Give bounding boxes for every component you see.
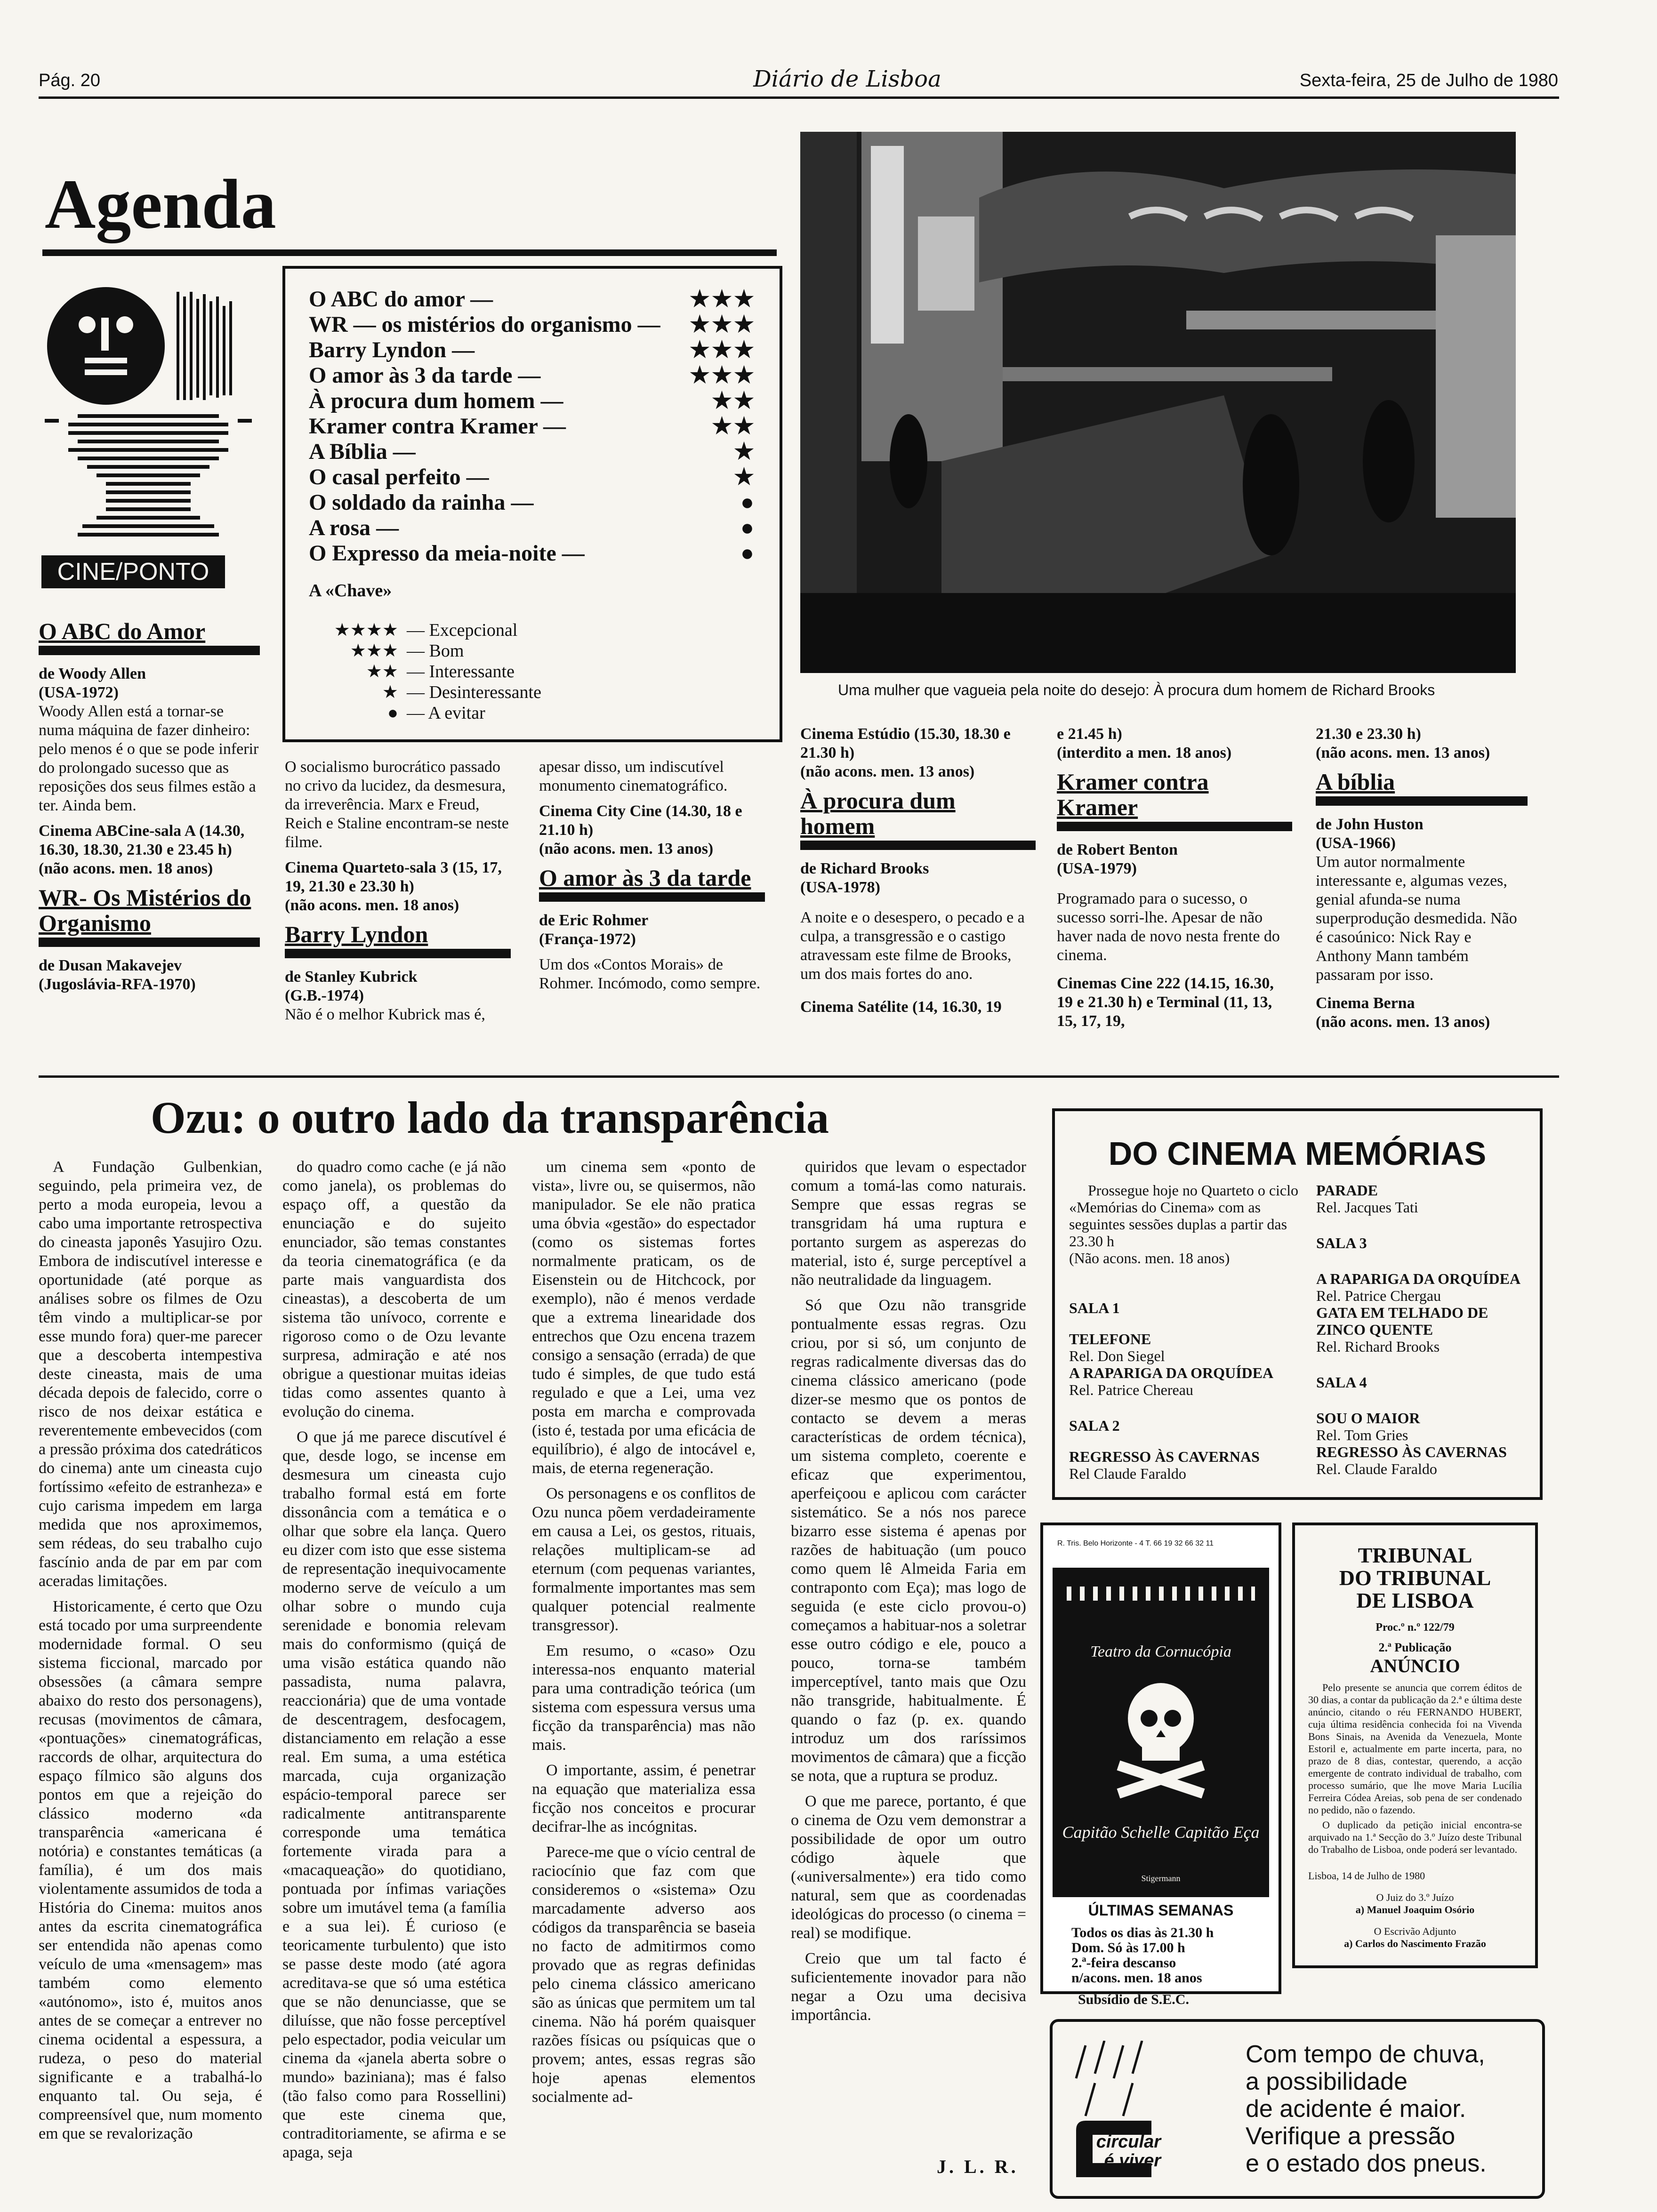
review-col-4 [800,725,1036,1017]
skull-icon [1104,1676,1217,1798]
review-director: de Eric Rohmer [539,912,649,929]
key-label: — Desinteressante [407,682,541,702]
article-paragraph: Em resumo, o «caso» Ozu interessa-nos enquanto material para uma contradição teórica (um sistema com espessura versus uma ficção da transparência) mas não mais. [532,1642,756,1754]
review-title: Kramer contra Kramer [1057,769,1209,820]
article-paragraph: do quadro como cache (e já não como janela), os problemas do espaço off, a questão da enunciação e do sujeito enunciador, são temas constantes da teoria cinematográfica (e da parte mais vanguardista dos cineastas), a descoberta de um sistema tão unívoco, corrente e rigoroso como o de Ozu levante surpresa, admiração e até nos obrigue a questionar muitas ideias tidas como assentes quanto à evolução do cinema. [282,1158,506,1420]
rating-stars: ★★★ [689,337,756,362]
rating-stars: ● [740,490,756,515]
circular-slogan-line: de acidente é maior. [1246,2095,1466,2123]
review-title: À procura dum homem [800,787,956,839]
film-director: Rel. Patrice Chereau [1069,1381,1193,1398]
review-year: (USA-1966) [1316,834,1396,852]
memorias-intro: Prossegue hoje no Quarteto o ciclo «Memórias do Cinema» com as seguintes sessões duplas a partir das 23.30 h [1069,1182,1298,1250]
review-showtimes: e 21.45 h) [1057,725,1122,743]
agenda-title: Agenda [45,165,276,243]
circular-logo-text: é viver [1104,2151,1161,2171]
rating-row [309,287,756,312]
circular-slogan [1246,2041,1487,2177]
rating-stars: ★★ [711,414,756,439]
sala-heading: SALA 1 [1069,1299,1120,1316]
article-col-3 [532,1158,756,2113]
film-still-photo [800,132,1516,673]
review-director: de John Huston [1316,816,1424,833]
cine-ponto-logo-icon [40,278,261,551]
tribunal-pub: 2.ª Publicação [1378,1641,1452,1654]
tribunal-judge-title: O Juiz do 3.º Juízo [1376,1891,1454,1903]
review-director: de Woody Allen [39,665,146,682]
sala-heading: SALA 2 [1069,1417,1120,1434]
review-director: de Robert Benton [1057,841,1178,858]
rating-stars: ★ [733,439,756,464]
masthead: Diário de Lisboa [753,66,941,92]
review-text: Woody Allen está a tornar-se numa máquina de fazer dinheiro: pelo menos é o que se pode inferir do prolongado sucesso que as reposições dos seus filmes estão a ter. Ainda bem. [39,703,259,814]
film-title: A RAPARIGA DA ORQUÍDEA [1069,1364,1274,1381]
review-text: Um autor normalmente interessante e, algumas vezes, genial afunda-se numa superprodução desmedida. Não é casoúnico: Nick Ray e Anthony Mann também passaram por isso. [1316,853,1517,984]
film-director: Rel Claude Faraldo [1069,1465,1186,1482]
film-title: REGRESSO ÀS CAVERNAS [1316,1443,1507,1460]
theatre-subsidy: Subsídio de S.E.C. [1078,1992,1189,2007]
key-symbol: ★★★ [350,641,398,661]
review-showtimes: Cinemas Cine 222 (14.15, 16.30, 19 e 21.30 h) e Terminal (11, 13, 15, 17, 19, [1057,975,1274,1030]
rating-row [309,363,756,388]
review-director: de Stanley Kubrick [285,968,418,986]
key-label: — Interessante [407,662,515,681]
theatre-subtitle: Stigermann [1141,1874,1181,1883]
review-year: (USA-1979) [1057,860,1137,877]
review-col-5 [1057,725,1292,1031]
film-title: PARADE [1316,1182,1378,1199]
review-age: (interdito a men. 18 anos) [1057,744,1232,761]
review-showtimes: Cinema Quarteto-sala 3 (15, 17, 19, 21.30 e 23.30 h) [285,859,502,895]
film-title: GATA EM TELHADO DE ZINCO QUENTE [1316,1304,1488,1338]
theatre-address: R. Tris. Belo Horizonte - 4 T. 66 19 32 66 32 11 [1057,1539,1214,1547]
article-paragraph: O que me parece, portanto, é que o cinema de Ozu vem demonstrar a possibilidade de opor um outro código àquele que («universalmente») era tido como natural, sem que as coordenadas ideológicas do processo (o cinema = real) se modifique. [791,1793,1026,1942]
ratings-key-title: A «Chave» [309,581,392,601]
theatre-name: Teatro da Cornucópia [1090,1643,1231,1660]
key-symbol: ● [387,703,398,723]
circular-slogan-line: Com tempo de chuva, [1246,2041,1485,2068]
film-director: Rel. Jacques Tati [1316,1199,1418,1216]
review-title: O amor às 3 da tarde [539,865,751,891]
review-showtimes: Cinema Berna [1316,994,1415,1012]
film-title: SOU O MAIOR [1316,1410,1420,1427]
key-symbol: ★ [382,682,398,702]
film-director: Rel. Claude Faraldo [1316,1460,1437,1477]
film-director: Rel. Richard Brooks [1316,1338,1440,1355]
key-symbol: ★★ [366,662,398,681]
rating-stars: ● [740,541,756,566]
tribunal-title-line: TRIBUNAL [1358,1543,1472,1567]
article-paragraph: A Fundação Gulbenkian, seguindo, pela primeira vez, de perto a moda europeia, levou a cabo uma importante retrospectiva do cineasta japonês Yasujiro Ozu. Embora de indiscutível interesse e oportunidade (até porque as análises sobre os filmes de Ozu têm vindo a multiplicar-se por esse mundo fora) quer-me parecer que a descoberta intempestiva deste cineasta, mais de uma década depois de falecido, corre o risco de nos deixar estática e reverentemente embevecidos (com a pressão próxima dos catedráticos do cinema) ante um cineasta cujo fortíssimo «efeito de estranheza» e cujo carisma impedem em larga medida que nos aproximemos, sem rédeas, do seu trabalho cujo fascínio anda de par em par com aceradas limitações. [39,1158,262,1590]
review-title: O ABC do Amor [39,618,206,644]
review-text: O socialismo burocrático passado no crivo da lucidez, da desmesura, da irreverência. Marx e Freud, Reich e Staline encontram-se neste filme. [285,758,509,851]
review-text: apesar disso, um indiscutível monumento cinematográfico. [539,758,728,794]
rating-row [309,439,756,465]
rating-title: Barry Lyndon — [309,337,475,362]
rating-stars: ★ [733,465,756,489]
article-paragraph: Os personagens e os conflitos de Ozu nunca põem verdadeiramente em causa a Lei, os gestos, rituais, relações multiplicam-se ad eternum (com pequenas variantes, formalmente importantes mas sem qualquer potencial realmente transgressor). [532,1485,756,1634]
rating-title: A rosa — [309,515,399,540]
rating-row [309,490,756,515]
rating-row [309,414,756,439]
cine-ponto-label: CINE/PONTO [41,555,225,588]
tribunal-notice [1292,1523,1538,1968]
review-text: Não é o melhor Kubrick mas é, [285,1006,485,1023]
circular-slogan-line: a possibilidade [1246,2068,1408,2095]
review-text: Um dos «Contos Morais» de Rohmer. Incómodo, como sempre. [539,956,761,992]
review-year: (G.B.-1974) [285,987,364,1004]
theatre-ad [1040,1523,1281,1994]
rating-row [309,312,756,337]
tribunal-judge: a) Manuel Joaquim Osório [1355,1904,1475,1915]
rating-title: O amor às 3 da tarde — [309,363,541,388]
tribunal-title [1295,1525,1535,1612]
tribunal-title-line: DE LISBOA [1356,1588,1474,1612]
photo-caption: Uma mulher que vagueia pela noite do desejo: À procura dum homem de Richard Brooks [838,681,1435,698]
memorias-age: (Não acons. men. 18 anos) [1069,1250,1230,1266]
review-year: (USA-1978) [800,879,880,896]
theatre-play: Capitão Schelle Capitão Eça [1062,1823,1260,1842]
article-paragraph: Só que Ozu não transgride pontualmente essas regras. Ozu criou, por si só, um conjunto de regras radicalmente diversas das do cinema clássico americano (pode dizer-se mesmo que os pontos de contacto se devem a meras características de ordem técnica), um sistema completo, coerente e eficaz que experimentou, aperfeiçoou e aplicou com carácter sistemático. Se a nós nos parece bizarro esse sistema é apenas por razões de habituação (um pouco como quem lê Almeida Faria em contraponto com Eça); mas logo de seguida (e este ciclo provou-o) começamos a habituar-nos a soletrar esse outro código e ele, pouco a pouco, torna-se também imperceptível, tanto mais que Ozu não transgride, habitualmente. É quando o faz (p. ex. quando introduz um dos raríssimos movimentos de câmara) que a ficção se nota, que a ruptura se produz. [791,1297,1026,1785]
page-number: Pág. 20 [39,71,100,90]
theatre-info-line: Dom. Só às 17.00 h [1071,1940,1185,1956]
memorias-left [1069,1182,1309,1482]
rating-title: A Bíblia — [309,439,416,464]
tribunal-body2: O duplicado da petição inicial encontra-se arquivado na 1.ª Secção do 3.º Juízo deste Tribunal do Trabalho de Lisboa, onde poderá ser levantado. [1308,1819,1522,1855]
circular-slogan-line: Verifique a pressão [1246,2123,1456,2150]
key-row [314,641,780,661]
issue-date: Sexta-feira, 25 de Julho de 1980 [1299,71,1558,90]
memorias-title: DO CINEMA MEMÓRIAS [1108,1135,1487,1172]
article-paragraph: O que já me parece discutível é que, desde logo, se incense em desmesura um cineasta cujo trabalho formal está em forte dissonância com a temática e o olhar que sobre ela lança. Quero eu dizer com isto que esse sistema de representação inequivocamente moderno serve de veículo a um olhar sobre o mundo cuja serenidade e bonomia relevam mais do conformismo (quiçá de uma visão estática quando não passadista, numa palavra, reaccionária) que de uma vontade de descentragem, desfocagem, distanciamento em relação a esse real. Em suma, a uma estética marcada, cuja organização espácio-temporal parece ser radicalmente antitransparente corresponde uma temática fortemente virada para a «macaqueação» do quotidiano, pontuada por ínfimas variações sobre um imutável tema (a família e a sua lei). É curioso (e teoricamente turbulento) que isto se passe deste modo (até agora acreditava-se que só uma estética que se não denunciasse, que se diluísse, que não fosse perceptível pelo espectador, podia veicular um cinema da «janela aberta sobre o mundo» baziniana); mas é falso (tão falso como para Rossellini) que este cinema que, contraditoriamente, se afirma e se apaga, seja [282,1428,506,2161]
review-age: (não acons. men. 13 anos) [800,763,975,780]
film-director: Rel. Patrice Chergau [1316,1287,1441,1304]
review-age: (não acons. men. 13 anos) [1316,744,1490,761]
rating-title: WR — os mistérios do organismo — [309,312,660,337]
review-text: A noite e o desespero, o pecado e a culpa, a transgressão e o castigo atravessam este filme de Brooks, um dos mais fortes do ano. [800,909,1025,983]
key-row [314,661,780,682]
review-age: (não acons. men. 18 anos) [285,897,459,914]
review-showtimes: Cinema ABCine-sala A (14.30, 16.30, 18.30, 21.30 e 23.45 h) [39,822,245,858]
review-col-2 [285,758,511,1024]
sala-heading: SALA 3 [1316,1234,1367,1251]
review-year: (Jugoslávia-RFA-1970) [39,976,196,993]
rating-stars: ★★★ [689,312,756,337]
review-title: A bíblia [1316,769,1395,795]
rating-stars: ★★★ [689,287,756,312]
review-year: (França-1972) [539,930,636,948]
review-showtimes: 21.30 e 23.30 h) [1316,725,1421,743]
rating-title: Kramer contra Kramer — [309,414,566,439]
theatre-info [1071,1925,1214,1986]
review-title: WR- Os Mistérios do Organismo [39,884,251,936]
key-label: — Excepcional [407,620,518,640]
rating-row [309,465,756,490]
article-paragraph: um cinema sem «ponto de vista», livre ou, se quisermos, não manipulador. Se ele não pratica uma óbvia «gestão» do espectador (como os sistemas fortes normalmente praticam, os de Eisenstein ou de Hitchcock, por exemplo), não é menos verdade que a extrema linearidade dos entrechos que Ozu encena trazem consigo a sensação (errada) de que tudo é simples, de que tudo está regulado e que a Lei, uma vez posta em marcha e comprovada (isto é, testada por uma eficácia de equilíbrio), é algo de intocável e, mais, de eterna regeneração. [532,1158,756,1477]
review-showtimes: Cinema Satélite (14, 16.30, 19 [800,998,1002,1016]
rating-row [309,337,756,363]
rating-row [309,515,756,541]
rating-stars: ● [740,515,756,540]
review-col-6 [1316,725,1528,1032]
review-showtimes: Cinema Estúdio (15.30, 18.30 e 21.30 h) [800,725,1011,761]
film-title: TELEFONE [1069,1330,1151,1347]
circular-logo-text: circular [1096,2132,1161,2152]
rating-title: O ABC do amor — [309,287,493,312]
ratings-list [285,269,780,566]
theatre-last-weeks: ÚLTIMAS SEMANAS [1088,1902,1234,1919]
memorias-box [1052,1108,1543,1500]
theatre-info-line: Todos os dias às 21.30 h [1071,1925,1214,1940]
review-showtimes: Cinema City Cine (14.30, 18 e 21.10 h) [539,802,742,839]
tribunal-body: Pelo presente se anuncia que correm éditos de 30 dias, a contar da publicação da 2.ª e última deste anúncio, citando o réu FERNANDO HUBERT, cuja última residência conhecida foi na Vivenda Bons Sinais, na Avenida da Venezuela, Monte Estoril e, actualmente em parte incerta, para, no prazo de 8 dias, contestar, querendo, a acção emergente de contrato individual de trabalho, com processo sumário, que lhe move Maria Lucília Ferreira Códea Areias, sob pena de ser condenado no pedido, não o fazendo. [1308,1682,1522,1816]
rating-stars: ★★ [711,388,756,413]
memorias-right [1316,1182,1533,1477]
rating-title: O soldado da rainha — [309,490,534,515]
article-paragraph: quiridos que levam o espectador comum a tomá-las como naturais. Sempre que essas regras se transgridam há uma ruptura e portanto surgem as asperezas do material, isto é, surge perceptível a não neutralidade da linguagem. [791,1158,1026,1289]
rating-title: O casal perfeito — [309,465,489,489]
rating-row [309,541,756,566]
article-paragraph: O importante, assim, é penetrar na equação que materializa essa ficção nos conceitos e procurar decifrar-lhe as incógnitas. [532,1762,756,1835]
article-signature: J. L. R. [937,2156,1019,2177]
rating-stars: ★★★ [689,363,756,388]
key-label: — Bom [407,641,464,661]
film-director: Rel. Don Siegel [1069,1347,1165,1364]
review-year: (USA-1972) [39,684,119,701]
film-director: Rel. Tom Gries [1316,1427,1408,1443]
review-age: (não acons. men. 13 anos) [539,840,714,858]
tribunal-clerk: a) Carlos do Nascimento Frazão [1344,1938,1486,1949]
article-headline: Ozu: o outro lado da transparência [151,1092,829,1143]
review-col-3 [539,758,765,993]
sala-heading: SALA 4 [1316,1374,1367,1391]
tribunal-clerk-title: O Escrivão Adjunto [1374,1925,1456,1937]
review-director: de Richard Brooks [800,860,929,877]
tribunal-proc: Proc.º n.º 122/79 [1375,1621,1455,1634]
review-title: Barry Lyndon [285,921,428,947]
tribunal-anuncio: ANÚNCIO [1370,1655,1460,1676]
key-symbol: ★★★★ [334,620,398,640]
ratings-key [285,601,780,723]
review-col-1 [39,612,260,994]
rating-row [309,388,756,414]
article-paragraph: Historicamente, é certo que Ozu está tocado por uma surpreendente modernidade formal. O seu sistema ficcional, marcado por obsessões (a câmara sempre abaixo do resto dos personagens), recusas (movimentos de câmara, «pontuações» cinematográficas, raccords de olhar, arquitectura do espaço fílmico são alguns dos pontos em que a rejeição do clássico moderno «da transparência «americana é notória) e constantes temáticas (a família), é um dos mais violentamente assumidos de toda a História do Cinema: muitos anos antes da escrita cinematográfica ser entendida não apenas como veículo de uma «mensagem» mas também como elemento «autónomo», isto é, muitos anos antes de se começar a entrever no cinema ocidental a espessura, a rudeza, o peso do material significante e a trabalhá-lo enquanto tal. Ou seja, é compreensível que, num momento em que se revalorização [39,1598,262,2142]
review-age: (não acons. men. 18 anos) [39,860,213,877]
ratings-box [282,266,782,742]
review-age: (não acons. men. 13 anos) [1316,1013,1490,1031]
key-row [314,703,780,723]
tribunal-title-line: DO TRIBUNAL [1339,1566,1491,1590]
article-col-4 [791,1158,1026,2031]
theatre-info-line: 2.ª-feira descanso [1071,1955,1176,1971]
tribunal-date: Lisboa, 14 de Julho de 1980 [1308,1870,1425,1882]
theatre-poster [1053,1568,1269,1897]
article-paragraph: Parece-me que o vício central de raciocínio que faz com que consideremos o «sistema» Ozu marcadamente adverso aos códigos da transparência se baseia no facto de admitirmos como provado que as regras definidas pelo cinema clássico americano são as únicas que permitem um tal cinema. Não há porém quaisquer razões físicas ou psíquicas que o provem; antes, essas regras são hoje apenas elementos socialmente ad- [532,1843,756,2106]
rating-title: O Expresso da meia-noite — [309,541,585,566]
review-text: Programado para o sucesso, o sucesso sorri-lhe. Apesar de não haver nada de novo nesta frente do cinema. [1057,890,1280,964]
review-director: de Dusan Makavejev [39,957,182,974]
article-paragraph: Creio que um tal facto é suficientemente inovador para não negar a Ozu uma decisiva importância. [791,1950,1026,2024]
article-col-2 [282,1158,506,2169]
circular-logo [1095,2132,1161,2170]
key-label: — A evitar [407,703,485,723]
key-row [314,620,780,641]
theatre-info-line: n/acons. men. 18 anos [1071,1970,1202,1986]
circular-ad [1050,2019,1545,2199]
film-title: A RAPARIGA DA ORQUÍDEA [1316,1270,1521,1287]
article-col-1 [39,1158,262,2150]
film-title: REGRESSO ÀS CAVERNAS [1069,1448,1260,1465]
key-row [314,682,780,703]
rating-title: À procura dum homem — [309,388,563,413]
circular-slogan-line: e o estado dos pneus. [1246,2150,1487,2177]
